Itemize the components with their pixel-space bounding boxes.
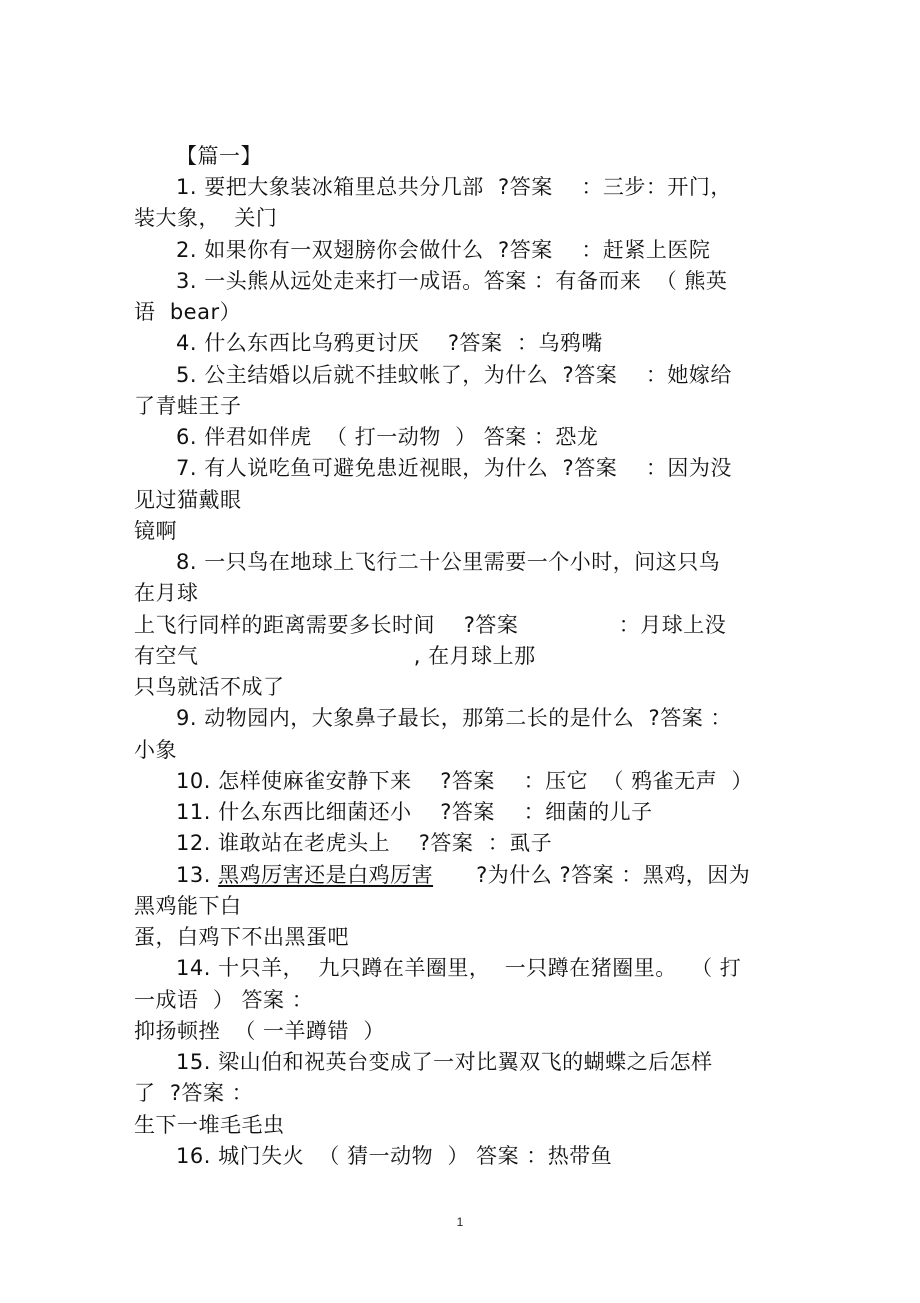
line-text: 4. 什么东西比乌鸦更讨厌 ?答案 ：乌鸦嘴 xyxy=(176,331,603,355)
text-line xyxy=(176,953,741,984)
text-line xyxy=(176,797,653,828)
line-text: 镜啊 xyxy=(134,519,177,543)
text-line xyxy=(176,547,720,578)
line-text: 抑扬顿挫 （ 一羊蹲错 ） xyxy=(134,1019,385,1043)
text-line xyxy=(176,328,603,359)
line-text: 有空气 , 在月球上那 xyxy=(134,644,536,668)
text-line xyxy=(134,672,285,703)
line-text: 12. 谁敢站在老虎头上 ?答案 ：虱子 xyxy=(176,831,553,855)
line-text: 小象 xyxy=(134,738,177,762)
line-text: 了 ?答案 ： xyxy=(134,1081,254,1105)
line-text: 9. 动物园内，大象鼻子最长，那第二长的是什么 ?答案 ： xyxy=(176,706,732,730)
text-line xyxy=(176,266,727,297)
line-text: 生下一堆毛毛虫 xyxy=(134,1113,285,1137)
line-text: 3. 一头熊从远处走来打一成语。答案 ：有备而来 （ 熊英 xyxy=(176,269,728,293)
text-line xyxy=(134,1110,285,1141)
line-text: 14. 十只羊， 九只蹲在羊圈里， 一只蹲在猪圈里。 （ 打 xyxy=(176,956,742,980)
line-text: 2. 如果你有一双翅膀你会做什么 ?答案 ：赶紧上医院 xyxy=(176,238,711,262)
text-line xyxy=(176,235,710,266)
line-text: ?为什么 ?答案 ：黑鸡，因为 xyxy=(433,863,751,887)
text-line xyxy=(134,610,726,641)
text-line xyxy=(134,516,177,547)
text-line xyxy=(176,360,732,391)
text-line xyxy=(176,703,732,734)
text-line xyxy=(176,828,552,859)
line-text: 黑鸡能下白 xyxy=(134,894,242,918)
line-text: 上飞行同样的距离需要多长时间 ?答案 ：月球上没 xyxy=(134,613,727,637)
text-line xyxy=(134,203,277,234)
line-text: 16. 城门失火 （ 猜一动物 ） 答案 ：热带鱼 xyxy=(176,1144,613,1168)
text-line xyxy=(134,985,313,1016)
text-line xyxy=(134,891,242,922)
line-text: 了青蛙王子 xyxy=(134,394,242,418)
line-text: 11. 什么东西比细菌还小 ?答案 ：细菌的儿子 xyxy=(176,800,653,824)
line-text: 13. xyxy=(176,863,219,887)
text-line xyxy=(134,641,536,672)
line-text: 见过猫戴眼 xyxy=(134,488,242,512)
line-text: 只鸟就活不成了 xyxy=(134,675,285,699)
line-text: 7. 有人说吃鱼可避免患近视眼，为什么 ?答案 ：因为没 xyxy=(176,456,732,480)
text-line xyxy=(134,578,199,609)
text-line xyxy=(134,735,177,766)
line-text: 语 bear） xyxy=(134,300,242,324)
page-number: 1 xyxy=(456,1215,464,1229)
text-line xyxy=(134,391,242,422)
section-title: 【篇一】 xyxy=(176,144,262,168)
line-text: 15. 梁山伯和祝英台变成了一对比翼双飞的蝴蝶之后怎样 xyxy=(176,1050,713,1074)
text-line xyxy=(134,1078,253,1109)
line-text: 8. 一只鸟在地球上飞行二十公里需要一个小时，问这只鸟 xyxy=(176,550,721,574)
line-text: 10. 怎样使麻雀安静下来 ?答案 ：压它 （ 鸦雀无声 ） xyxy=(176,769,753,793)
text-line xyxy=(176,172,732,203)
text-line xyxy=(134,485,242,516)
text-line xyxy=(134,297,241,328)
line-text: 在月球 xyxy=(134,581,199,605)
line-text: 一成语 ） 答案 ： xyxy=(134,988,314,1012)
line-text: 蛋，白鸡下不出黑蛋吧 xyxy=(134,925,349,949)
text-line xyxy=(176,1141,612,1172)
line-text: 6. 伴君如伴虎 （ 打一动物 ） 答案 ：恐龙 xyxy=(176,425,599,449)
text-line xyxy=(176,1047,713,1078)
underlined-text: 黑鸡厉害还是白鸡厉害 xyxy=(218,863,434,887)
text-line xyxy=(176,766,753,797)
text-line xyxy=(134,1016,385,1047)
text-line xyxy=(176,453,732,484)
text-line xyxy=(176,422,598,453)
line-text: 5. 公主结婚以后就不挂蚊帐了，为什么 ?答案 ：她嫁给 xyxy=(176,363,732,387)
line-text: 1. 要把大象装冰箱里总共分几部 ?答案 ：三步：开门， xyxy=(176,175,732,199)
text-line xyxy=(134,922,349,953)
text-line xyxy=(176,860,750,891)
line-text: 装大象， 关门 xyxy=(134,206,278,230)
